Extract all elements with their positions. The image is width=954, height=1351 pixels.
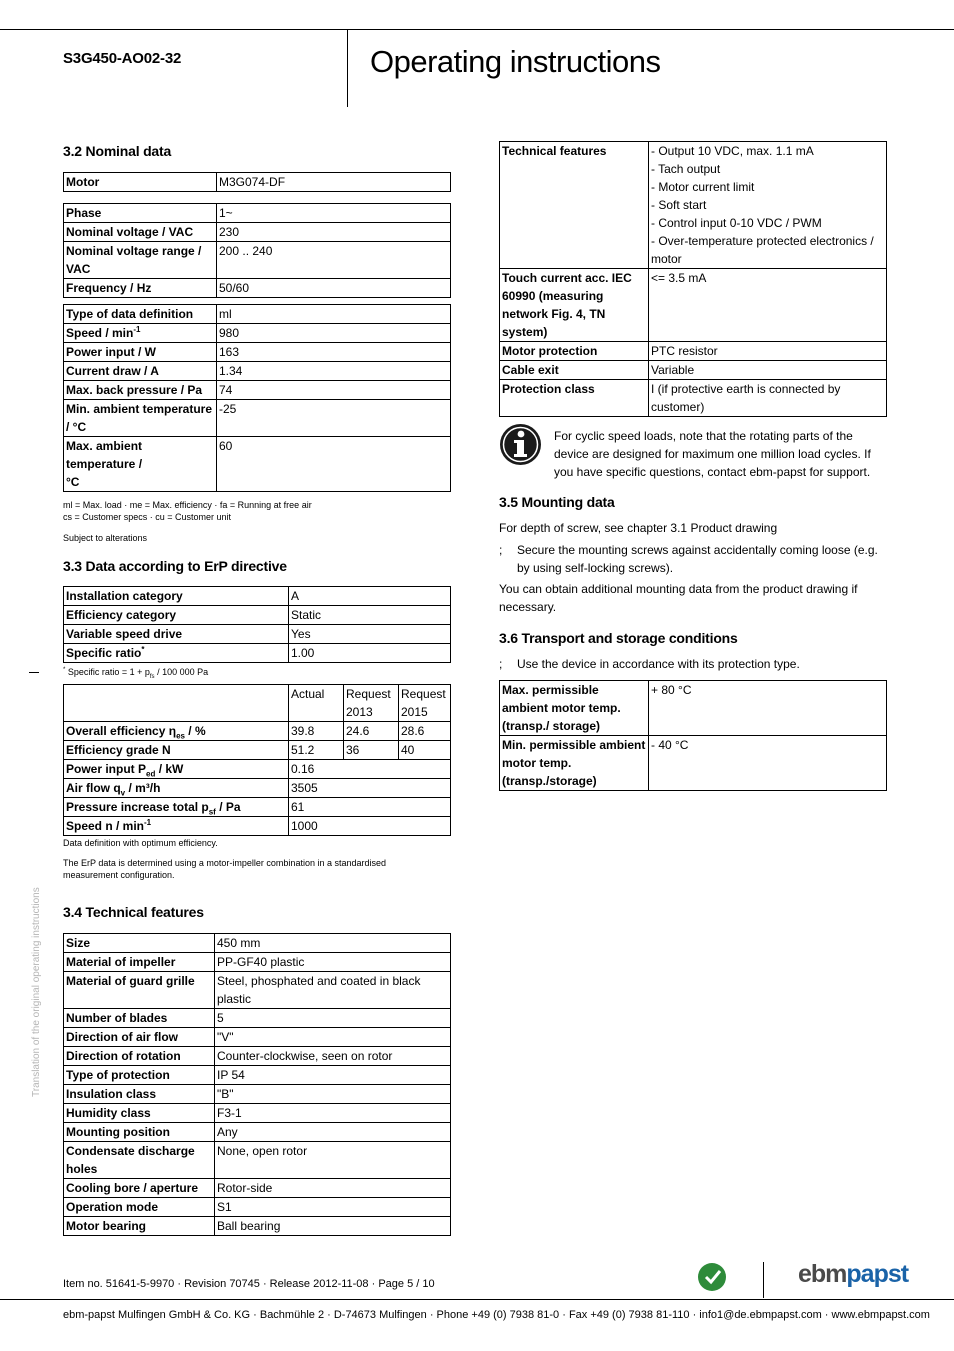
rotation-direction-label: Direction of rotation [64, 1047, 215, 1066]
mounting-bullet [499, 541, 881, 577]
efficiency-grade-2015: 40 [399, 741, 451, 760]
footer-company: ebm-papst Mulfingen GmbH & Co. KG · Bachmühle 2 · D-74673 Mulfingen · Phone +49 (0) 7938 81-0 · Fax +49 (0) 7938 81-110 · info1@de.ebmpapst.com · www.ebmpapst.com [63, 1309, 930, 1321]
translation-side-note: Translation of the original operating instructions [31, 887, 42, 1097]
motor-table [63, 172, 451, 192]
mounting-more: You can obtain additional mounting data from the product drawing if necessary. [499, 582, 858, 614]
table-row [500, 361, 887, 380]
mounting-position-label: Mounting position [64, 1123, 215, 1142]
technical-features-value: - Output 10 VDC, max. 1.1 mA - Tach output - Motor current limit - Soft start - Control input 0-10 VDC / PWM - Over-temperature protected electronics / motor [649, 142, 887, 269]
table-row [500, 342, 887, 361]
humidity-class-value: F3-1 [215, 1104, 451, 1123]
touch-current-value: <= 3.5 mA [649, 269, 887, 342]
overall-efficiency-actual: 39.8 [289, 722, 344, 741]
erp-note-measurement-1: The ErP data is determined using a motor-impeller combination in a standardised [63, 858, 387, 868]
min-storage-temp-label: Min. permissible ambient motor temp. (transp./storage) [500, 736, 649, 791]
condensate-value: None, open rotor [215, 1142, 451, 1179]
guard-grille-value: Steel, phosphated and coated in black plastic [215, 972, 451, 1009]
footer-item-info: Item no. 51641-5-9970 · Revision 70745 · Release 2012-11-08 · Page 5 / 10 [63, 1278, 435, 1290]
max-storage-temp-label: Max. permissible ambient motor temp. (transp./ storage) [500, 681, 649, 736]
efficiency-category-label: Efficiency category [64, 606, 289, 625]
variable-speed-value: Yes [289, 625, 451, 644]
table-row [64, 972, 451, 1009]
back-pressure-label: Max. back pressure / Pa [64, 381, 217, 400]
table-row [64, 798, 451, 817]
empty-header-cell [64, 685, 289, 722]
erp-speed-label: Speed n / $\min^{-1}$ [64, 817, 289, 836]
table-header-row [64, 685, 451, 722]
cable-exit-label: Cable exit [500, 361, 649, 380]
table-row [64, 1123, 451, 1142]
table-row [64, 741, 451, 760]
protection-type-label: Type of protection [64, 1066, 215, 1085]
section-mounting-heading: 3.5 Mounting data [499, 494, 615, 510]
motor-bearing-label: Motor bearing [64, 1217, 215, 1236]
table-row [64, 722, 451, 741]
touch-current-label: Touch current acc. IEC 60990 (measuring network Fig. 4, TN system) [500, 269, 649, 342]
motor-protection-value: PTC resistor [649, 342, 887, 361]
footer-logo-divider [763, 1262, 764, 1298]
erp-power-input-label: Power input $P_{ed}$ / kW [64, 760, 289, 779]
legend-line-2: cs = Customer specs · cu = Customer unit [63, 512, 232, 522]
table-row [64, 362, 451, 381]
table-row [500, 736, 887, 791]
min-ambient-label: Min. ambient temperature / °C [64, 400, 217, 437]
humidity-class-label: Humidity class [64, 1104, 215, 1123]
max-ambient-value: 60 [217, 437, 451, 492]
erp-note-measurement-2: measurement configuration. [63, 870, 175, 880]
header-top-rule [0, 29, 954, 30]
electrical-table [63, 203, 451, 298]
table-row [64, 173, 451, 192]
blades-label: Number of blades [64, 1009, 215, 1028]
table-row [64, 1085, 451, 1104]
cooling-bore-label: Cooling bore / aperture [64, 1179, 215, 1198]
table-row [64, 606, 451, 625]
table-row [500, 142, 887, 269]
efficiency-grade-2013: 36 [344, 741, 399, 760]
table-row [64, 587, 451, 606]
greentech-badge-icon [697, 1262, 727, 1292]
impeller-material-label: Material of impeller [64, 953, 215, 972]
cable-exit-value: Variable [649, 361, 887, 380]
air-flow-value: 3505 [289, 779, 451, 798]
section-transport-heading: 3.6 Transport and storage conditions [499, 630, 738, 646]
table-row [64, 343, 451, 362]
mounting-bullet-text: Secure the mounting screws against accidentally coming loose (e.g. by using self-locking screws). [517, 543, 878, 575]
overall-efficiency-2013: 24.6 [344, 722, 399, 741]
frequency-value: 50/60 [217, 279, 451, 298]
pressure-increase-value: 61 [289, 798, 451, 817]
size-label: Size [64, 934, 215, 953]
table-row [64, 305, 451, 324]
table-row [500, 380, 887, 417]
rotation-direction-value: Counter-clockwise, seen on rotor [215, 1047, 451, 1066]
table-row [64, 400, 451, 437]
erp-category-table [63, 586, 451, 663]
impeller-material-value: PP-GF40 plastic [215, 953, 451, 972]
air-flow-label: Air flow $q_v / m^3/h$ [64, 779, 289, 798]
overall-efficiency-2015: 28.6 [399, 722, 451, 741]
info-icon [499, 423, 542, 466]
efficiency-grade-label: Efficiency grade N [64, 741, 289, 760]
table-row [64, 953, 451, 972]
erp-efficiency-table [63, 684, 451, 836]
phase-label: Phase [64, 204, 217, 223]
protection-class-value: I (if protective earth is connected by customer) [649, 380, 887, 417]
air-flow-direction-label: Direction of air flow [64, 1028, 215, 1047]
table-row [64, 1009, 451, 1028]
frequency-label: Frequency / Hz [64, 279, 217, 298]
size-value: 450 mm [215, 934, 451, 953]
table-row [500, 681, 887, 736]
insulation-class-value: "B" [215, 1085, 451, 1104]
motor-bearing-value: Ball bearing [215, 1217, 451, 1236]
transport-table [499, 680, 887, 791]
model-number: S3G450-AO02-32 [63, 50, 182, 67]
table-row [64, 1047, 451, 1066]
section-erp-heading: 3.3 Data according to ErP directive [63, 558, 287, 574]
table-row [64, 1217, 451, 1236]
voltage-value: 230 [217, 223, 451, 242]
info-note-text: For cyclic speed loads, note that the rotating parts of the device are designed for maximum one million load cycles. If you have specific questions, contact ebm-papst for support. [554, 429, 871, 479]
min-storage-temp-value: - 40 °C [649, 736, 887, 791]
motor-value: M3G074-DF [217, 173, 451, 192]
erp-power-input-value: 0.16 [289, 760, 451, 779]
table-row [64, 324, 451, 343]
air-flow-direction-value: "V" [215, 1028, 451, 1047]
technical-features-table [63, 933, 451, 1236]
table-row [64, 1142, 451, 1179]
table-row [64, 1066, 451, 1085]
voltage-range-label: Nominal voltage range / VAC [64, 242, 217, 279]
performance-table [63, 304, 451, 492]
technical-right-table [499, 141, 887, 417]
current-draw-value: 1.34 [217, 362, 451, 381]
power-input-label: Power input / W [64, 343, 217, 362]
table-row [64, 760, 451, 779]
motor-protection-label: Motor protection [500, 342, 649, 361]
bullet-symbol: ; [499, 543, 503, 557]
voltage-range-value: 200 .. 240 [217, 242, 451, 279]
condensate-label: Condensate discharge holes [64, 1142, 215, 1179]
table-row [64, 1028, 451, 1047]
mounting-position-value: Any [215, 1123, 451, 1142]
speed-label: Speed / $\min^{-1}$ [64, 324, 217, 343]
col-request-2013: Request 2013 [344, 685, 399, 722]
current-draw-label: Current draw / A [64, 362, 217, 381]
installation-category-label: Installation category [64, 587, 289, 606]
table-row [64, 242, 451, 279]
max-storage-temp-value: + 80 °C [649, 681, 887, 736]
blades-value: 5 [215, 1009, 451, 1028]
specific-ratio-note: * Specific ratio = $1 + p_{fs} / 100$ 000 Pa [63, 667, 209, 680]
table-row [64, 279, 451, 298]
transport-bullet-text: Use the device in accordance with its protection type. [517, 657, 800, 671]
ebmpapst-logo: ebmpapst [798, 1260, 909, 1288]
table-row [500, 269, 887, 342]
power-input-value: 163 [217, 343, 451, 362]
footer-rule [0, 1299, 954, 1300]
table-row [64, 1104, 451, 1123]
mounting-intro: For depth of screw, see chapter 3.1 Product drawing [499, 521, 778, 535]
motor-label: Motor [64, 173, 217, 192]
protection-type-value: IP 54 [215, 1066, 451, 1085]
cooling-bore-value: Rotor-side [215, 1179, 451, 1198]
variable-speed-label: Variable speed drive [64, 625, 289, 644]
table-row [64, 204, 451, 223]
technical-features-label: Technical features [500, 142, 649, 269]
subject-to-alterations: Subject to alterations [63, 533, 148, 543]
data-definition-label: Type of data definition [64, 305, 217, 324]
voltage-label: Nominal voltage / VAC [64, 223, 217, 242]
protection-class-label: Protection class [500, 380, 649, 417]
guard-grille-label: Material of guard grille [64, 972, 215, 1009]
col-actual: Actual [289, 685, 344, 722]
table-row [64, 223, 451, 242]
page-title: Operating instructions [370, 44, 661, 79]
table-row [64, 437, 451, 492]
pressure-increase-label: Pressure increase total $p_{sf}$ / Pa [64, 798, 289, 817]
erp-speed-value: 1000 [289, 817, 451, 836]
section-nominal-heading: 3.2 Nominal data [63, 143, 172, 159]
data-definition-value: ml [217, 305, 451, 324]
col-request-2015: Request 2015 [399, 685, 451, 722]
insulation-class-label: Insulation class [64, 1085, 215, 1104]
table-row [64, 1198, 451, 1217]
margin-tick [29, 672, 39, 673]
operation-mode-label: Operation mode [64, 1198, 215, 1217]
phase-value: 1~ [217, 204, 451, 223]
back-pressure-value: 74 [217, 381, 451, 400]
bullet-symbol: ; [499, 657, 503, 671]
erp-note-optimum: Data definition with optimum efficiency. [63, 838, 218, 848]
table-row [64, 381, 451, 400]
table-row [64, 779, 451, 798]
specific-ratio-value: 1.00 [289, 644, 451, 663]
specific-ratio-label: Specific ratio* [64, 644, 289, 663]
min-ambient-value: -25 [217, 400, 451, 437]
table-row [64, 625, 451, 644]
table-row [64, 817, 451, 836]
transport-bullet [499, 655, 881, 673]
operation-mode-value: S1 [215, 1198, 451, 1217]
efficiency-category-value: Static [289, 606, 451, 625]
table-row [64, 934, 451, 953]
efficiency-grade-actual: 51.2 [289, 741, 344, 760]
installation-category-value: A [289, 587, 451, 606]
table-row [64, 644, 451, 663]
speed-value: 980 [217, 324, 451, 343]
legend-line-1: ml = Max. load · me = Max. efficiency · fa = Running at free air [63, 500, 312, 510]
overall-efficiency-label: Overall efficiency $\eta_{es}$ / % [64, 722, 289, 741]
max-ambient-label: Max. ambient temperature / °C [64, 437, 217, 492]
section-technical-heading: 3.4 Technical features [63, 904, 204, 920]
header-divider [347, 29, 348, 107]
table-row [64, 1179, 451, 1198]
